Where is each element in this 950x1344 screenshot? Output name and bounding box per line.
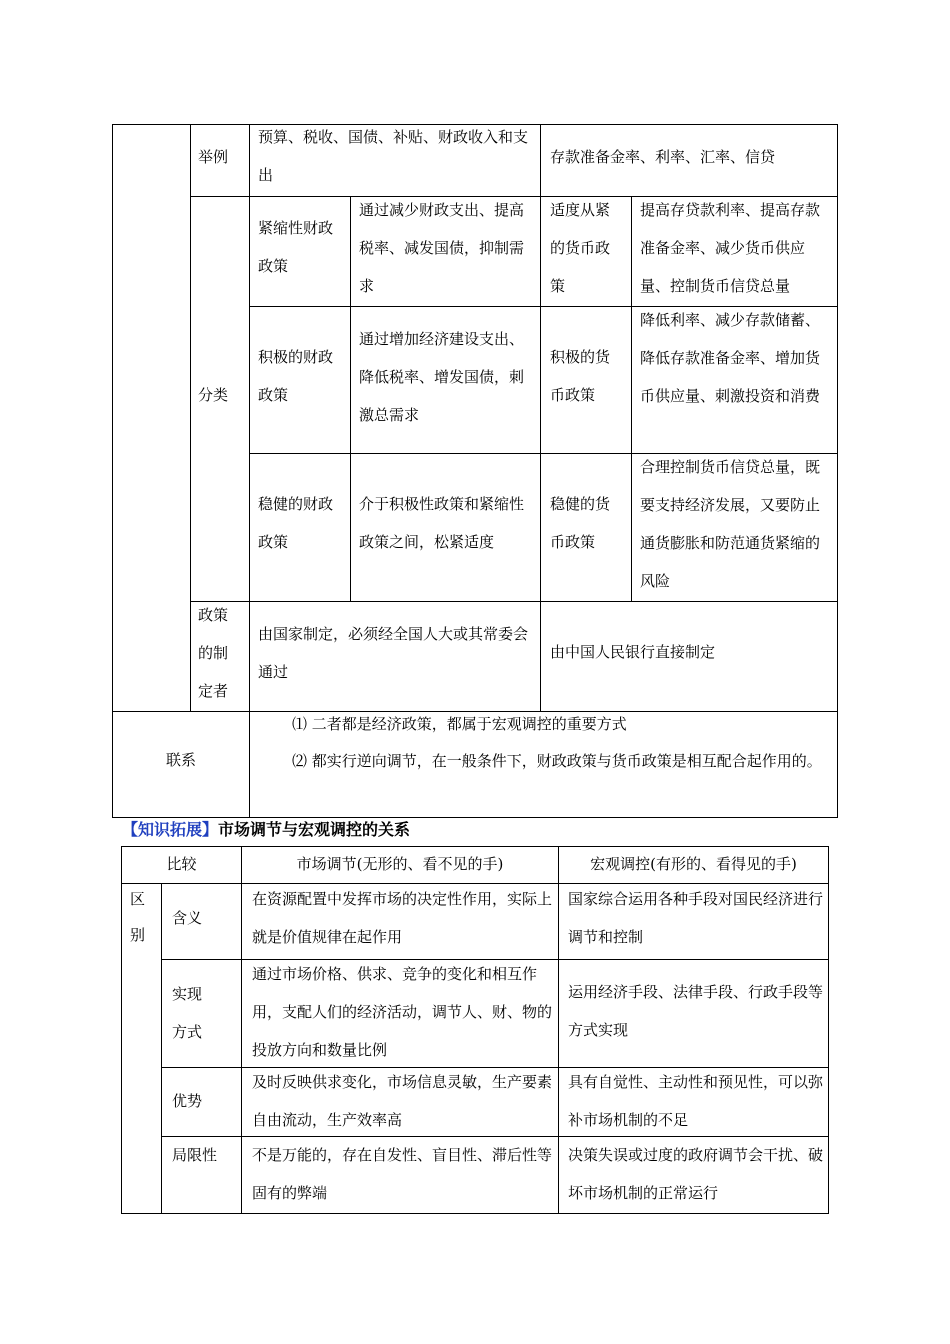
fiscal-policy-desc: 通过增加经济建设支出、降低税率、增发国债，刺激总需求 bbox=[359, 330, 525, 424]
header-compare: 比较 bbox=[166, 855, 197, 873]
row-label: 优势 bbox=[172, 1092, 203, 1110]
fiscal-policy-name: 紧缩性财政政策 bbox=[258, 219, 334, 275]
macro-cell: 运用经济手段、法律手段、行政手段等方式实现 bbox=[568, 983, 824, 1039]
link-point-1: ⑴ 二者都是经济政策，都属于宏观调控的重要方式 bbox=[292, 715, 627, 733]
market-cell: 通过市场价格、供求、竞争的变化和相互作用，支配人们的经济活动，调节人、财、物的投放方向和数量比例 bbox=[252, 965, 553, 1059]
row-label: 局限性 bbox=[172, 1146, 218, 1164]
macro-cell: 具有自觉性、主动性和预见性，可以弥补市场机制的不足 bbox=[568, 1073, 824, 1129]
fiscal-policy-name: 稳健的财政政策 bbox=[258, 495, 334, 551]
macro-cell: 国家综合运用各种手段对国民经济进行调节和控制 bbox=[568, 890, 824, 946]
market-cell: 及时反映供求变化，市场信息灵敏，生产要素自由流动，生产效率高 bbox=[252, 1073, 553, 1129]
fiscal-policy-desc: 介于积极性政策和紧缩性政策之间，松紧适度 bbox=[359, 495, 525, 551]
section-heading bbox=[122, 818, 410, 842]
fiscal-policy-name: 积极的财政政策 bbox=[258, 348, 334, 404]
monetary-policy-name: 适度从紧的货币政策 bbox=[550, 201, 611, 295]
section-title: 市场调节与宏观调控的关系 bbox=[218, 820, 411, 839]
monetary-examples: 存款准备金率、利率、汇率、信贷 bbox=[550, 148, 776, 166]
difference-label: 区别 bbox=[130, 890, 146, 944]
fiscal-policy-maker: 由国家制定，必须经全国人大或其常委会通过 bbox=[258, 625, 529, 681]
row-label: 含义 bbox=[172, 909, 203, 927]
link-point-2: ⑵ 都实行逆向调节，在一般条件下，财政政策与货币政策是相互配合起作用的。 bbox=[292, 752, 822, 770]
example-label: 举例 bbox=[198, 148, 229, 166]
bracket-right: 】 bbox=[202, 820, 219, 839]
link-label: 联系 bbox=[165, 751, 196, 769]
monetary-policy-desc: 提高存贷款利率、提高存款准备金率、减少货币供应量、控制货币信贷总量 bbox=[640, 201, 821, 295]
monetary-policy-name: 稳健的货币政策 bbox=[550, 495, 611, 551]
market-cell: 不是万能的，存在自发性、盲目性、滞后性等固有的弊端 bbox=[252, 1146, 553, 1202]
market-cell: 在资源配置中发挥市场的决定性作用，实际上就是价值规律在起作用 bbox=[252, 890, 553, 946]
macro-cell: 决策失误或过度的政府调节会干扰、破坏市场机制的正常运行 bbox=[568, 1146, 824, 1202]
monetary-policy-name: 积极的货币政策 bbox=[550, 348, 611, 404]
policy-maker-label: 政策的制定者 bbox=[198, 606, 229, 700]
fiscal-policy-desc: 通过减少财政支出、提高税率、减发国债，抑制需求 bbox=[359, 201, 525, 295]
row-label: 实现方式 bbox=[172, 985, 203, 1041]
monetary-policy-maker: 由中国人民银行直接制定 bbox=[550, 643, 716, 661]
category-label: 分类 bbox=[198, 386, 229, 404]
fiscal-examples: 预算、税收、国债、补贴、财政收入和支出 bbox=[258, 128, 529, 184]
header-macro: 宏观调控(有形的、看得见的手) bbox=[590, 855, 797, 873]
bracket-left: 【 bbox=[122, 820, 139, 839]
monetary-policy-desc: 合理控制货币信贷总量，既要支持经济发展，又要防止通货膨胀和防范通货紧缩的风险 bbox=[640, 458, 821, 590]
monetary-policy-desc: 降低利率、减少存款储蓄、降低存款准备金率、增加货币供应量、刺激投资和消费 bbox=[640, 311, 821, 405]
header-market: 市场调节(无形的、看不见的手) bbox=[296, 855, 504, 873]
section-tag: 知识拓展 bbox=[138, 820, 203, 839]
